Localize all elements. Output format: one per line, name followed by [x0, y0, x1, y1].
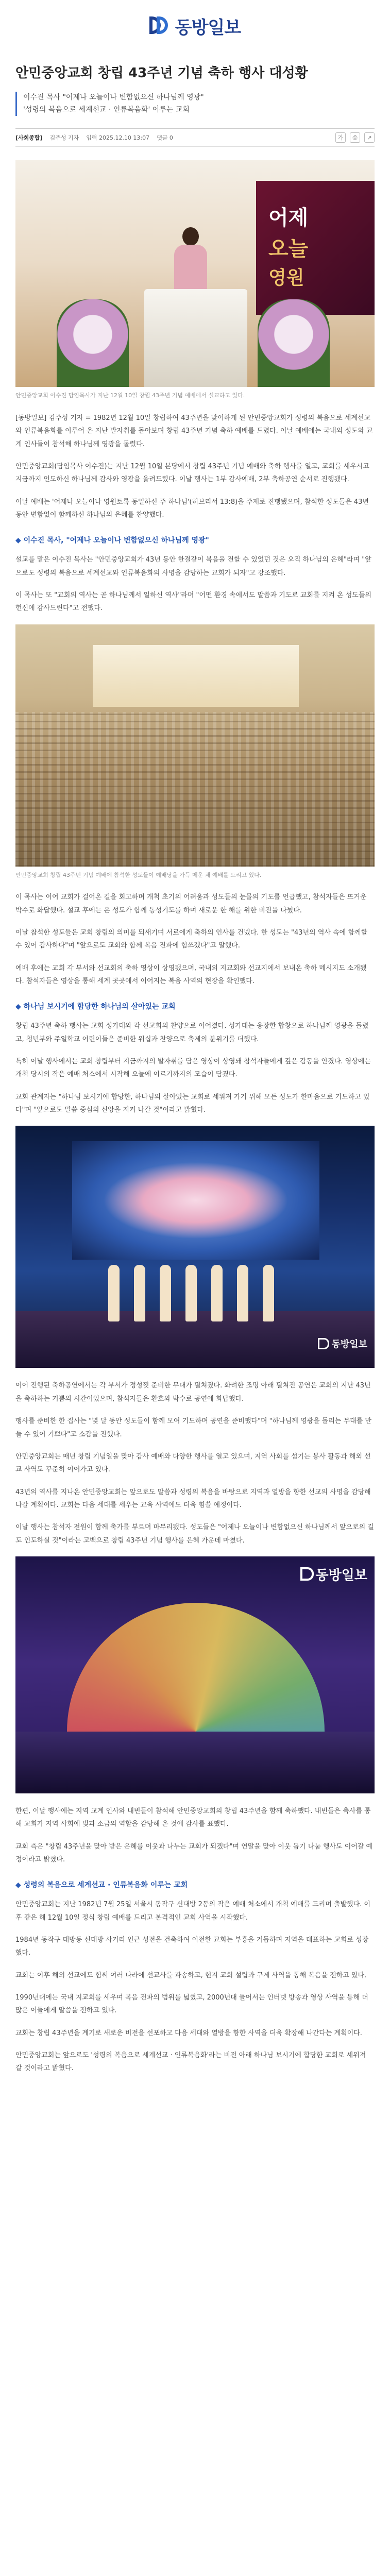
screen-text: 어제 — [268, 206, 309, 230]
stage-screen — [256, 181, 375, 315]
congregation-rows — [15, 712, 375, 867]
article-paragraph: 교회 관계자는 "하나님 보시기에 합당한, 하나님의 살아있는 교회로 세워져 가기 위해 모든 성도가 한마음으로 기도하고 있다"며 "앞으로도 말씀 중심의 신앙을 지켜 나갈 것"이라고 밝혔다. — [15, 1093, 370, 1114]
article-headline: 안민중앙교회 창립 43주년 기념 축하 행사 대성황 — [15, 65, 308, 81]
print-icon[interactable]: ⎙ — [350, 132, 360, 143]
performers — [103, 1255, 289, 1327]
article-paragraph: 이 목사는 이어 교회가 걸어온 길을 회고하며 개척 초기의 어려움과 성도들의 눈물의 기도를 언급했고, 참석자들은 뜨거운 박수로 화답했다. 설교 후에는 온 성도가 함께 통성기도를 하며 새로운 한 해를 위한 비전을 나눴다. — [15, 893, 367, 914]
logo-icon[interactable] — [149, 15, 170, 36]
watermark-text: 동방일보 — [331, 1339, 367, 1350]
article-paragraph: 교회 측은 "창립 43주년을 맞아 받은 은혜를 이웃과 나누는 교회가 되겠다"며 연말을 맞아 이웃 돕기 나눔 행사도 이어갈 예정이라고 밝혔다. — [15, 1842, 373, 1863]
photo-watermark — [300, 1565, 367, 1584]
article-paragraph: 1990년대에는 국내 지교회를 세우며 복음 전파의 범위를 넓혔고, 2000년대 들어서는 인터넷 방송과 영상 사역을 통해 더 많은 이들에게 말씀을 전하고 있다. — [15, 1994, 368, 2015]
article-paragraph: 특히 이날 행사에서는 교회 창립부터 지금까지의 발자취를 담은 영상이 상영돼 참석자들에게 깊은 감동을 안겼다. 영상에는 개척 당시의 작은 예배 처소에서 시작해 오늘에 이르기까지의 모습이 담겼다. — [15, 1058, 371, 1079]
sanctuary-stage — [93, 645, 299, 707]
article-paragraph: 교회는 이후 해외 선교에도 힘써 여러 나라에 선교사를 파송하고, 현지 교회 설립과 구제 사역을 통해 복음을 전하고 있다. — [15, 1971, 367, 1979]
site-logo-text[interactable]: 동방일보 — [175, 17, 241, 38]
article-paragraph: 안민중앙교회는 매년 창립 기념일을 맞아 감사 예배와 다양한 행사를 열고 있으며, 지역 사회를 섬기는 봉사 활동과 해외 선교 사역도 꾸준히 이어가고 있다. — [15, 1452, 371, 1474]
article-paragraph: 설교를 맡은 이수진 목사는 "안민중앙교회가 43년 동안 한결같이 복음을 전할 수 있었던 것은 오직 하나님의 은혜"라며 "앞으로도 성령의 복음으로 세계선교와 인류복음화의 사명을 감당하는 교회가 되자"고 강조했다. — [15, 556, 371, 577]
article-paragraph: 이어 진행된 축하공연에서는 각 부서가 정성껏 준비한 무대가 펼쳐졌다. 화려한 조명 아래 펼쳐진 공연은 교회의 지난 43년을 축하하는 기쁨의 시간이었으며, 참석자들은 환호와 박수로 공연에 화답했다. — [15, 1382, 371, 1403]
article-paragraph: 1984년 동작구 대방동 신대방 사거리 인근 성전을 건축하여 이전한 교회는 부흥을 거듭하며 지역을 대표하는 교회로 성장했다. — [15, 1936, 369, 1957]
share-icon[interactable]: ↗ — [364, 132, 375, 143]
photo-caption: 안민중앙교회 이수진 담임목사가 지난 12월 10일 창립 43주년 기념 예배에서 설교하고 있다. — [15, 392, 245, 399]
article-paragraph: 이 목사는 또 "교회의 역사는 곧 하나님께서 일하신 역사"라며 "어떤 환경 속에서도 말씀과 기도로 교회를 지켜 온 성도들의 헌신에 감사드린다"고 전했다. — [15, 591, 371, 613]
section-heading-text: 이수진 목사, "어제나 오늘이나 변함없으신 하나님께 영광" — [23, 536, 209, 545]
flower-arrangement — [258, 299, 330, 387]
article — [0, 65, 390, 2075]
article-paragraph: 예배 후에는 교회 각 부서와 선교회의 축하 영상이 상영됐으며, 국내외 지교회와 선교지에서 보내온 축하 메시지도 소개됐다. 참석자들은 영상을 통해 세계 곳곳에서 이어지는 복음 사역의 현장을 확인했다. — [15, 964, 367, 986]
article-date: 입력 2025.12.10 13:07 — [86, 134, 150, 142]
article-paragraph: 교회는 창립 43주년을 계기로 새로운 비전을 선포하고 다음 세대와 열방을 향한 사역을 더욱 확장해 나간다는 계획이다. — [15, 2029, 362, 2037]
article-paragraph: 이날 예배는 '어제나 오늘이나 영원토록 동일하신 주 하나님'(히브리서 13:8)을 주제로 진행됐으며, 참석한 성도들은 43년 동안 변함없이 함께하신 하나님의 은혜를 찬양했다. — [15, 498, 369, 519]
podium — [144, 289, 247, 387]
logo-icon — [300, 1567, 314, 1581]
logo-icon — [318, 1338, 329, 1349]
section-heading: ◆ 이수진 목사, "어제나 오늘이나 변함없으신 하나님께 영광" — [15, 536, 209, 545]
stage-screen — [72, 1141, 319, 1260]
subtitle-line: 이수진 목사 "어제나 오늘이나 변함없으신 하나님께 영광" — [23, 93, 204, 101]
section-heading: ◆ 성령의 복음으로 세계선교 · 인류복음화 이루는 교회 — [15, 1881, 188, 1890]
article-photo-performance — [15, 1556, 375, 1793]
site-header — [0, 0, 390, 52]
article-paragraph: 안민중앙교회는 지난 1982년 7월 25일 서울시 동작구 신대방 2동의 작은 예배 처소에서 개척 예배를 드리며 출발했다. 이후 같은 해 12월 10일 정식 창립 예배를 드리고 본격적인 교회 사역을 시작했다. — [15, 1901, 370, 1922]
article-paragraph: [동방일보] 김주성 기자 = 1982년 12월 10일 창립하여 43주년을 맞이하게 된 안민중앙교회가 성령의 복음으로 세계선교와 인류복음화를 이루어 온 지난 발자취를 돌아보며 창립 43주년 기념 축하 예배를 드렸다. 이날 예배에는 국내외 성도와 교계 인사들이 참석해 하나님께 영광을 돌렸다. — [15, 414, 373, 448]
photo-watermark — [318, 1337, 367, 1350]
flower-arrangement — [57, 299, 129, 387]
article-paragraph: 이날 참석한 성도들은 교회 창립의 의미를 되새기며 서로에게 축하의 인사를 건넸다. 한 성도는 "43년의 역사 속에 함께할 수 있어 감사하다"며 "앞으로도 교회와 함께 복음 전파에 힘쓰겠다"고 말했다. — [15, 929, 367, 950]
article-photo-sermon — [15, 160, 375, 387]
watermark-text: 동방일보 — [315, 1567, 367, 1583]
screen-text: 오늘 — [268, 237, 309, 261]
article-paragraph: 43년의 역사를 지나온 안민중앙교회는 앞으로도 말씀과 성령의 복음을 바탕으로 지역과 열방을 향한 선교의 사명을 감당해 나갈 계획이다. 교회는 다음 세대를 세우는 교육 사역에도 더욱 힘쓸 예정이다. — [15, 1488, 371, 1509]
article-paragraph: 창립 43주년 축하 행사는 교회 성가대와 각 선교회의 찬양으로 이어졌다. 성가대는 웅장한 합창으로 하나님께 영광을 돌렸고, 청년부와 주일학교 어린이들은 준비한 워십과 찬양으로 축제의 분위기를 더했다. — [15, 1022, 369, 1043]
subtitle-line: '성령의 복음으로 세계선교 · 인류복음화' 이루는 교회 — [23, 105, 190, 114]
screen-text: 영원 — [268, 267, 304, 289]
article-paragraph: 한편, 이날 행사에는 지역 교계 인사와 내빈들이 참석해 안민중앙교회의 창립 43주년을 함께 축하했다. 내빈들은 축사를 통해 교회가 지역 사회에 빛과 소금의 역할을 감당해 온 것에 감사를 표했다. — [15, 1807, 371, 1828]
section-heading: ◆ 하나님 보시기에 합당한 하나님의 살아있는 교회 — [15, 1003, 176, 1011]
section-heading-text: 성령의 복음으로 세계선교 · 인류복음화 이루는 교회 — [23, 1881, 188, 1890]
article-subtitle — [15, 92, 375, 116]
photo-caption: 안민중앙교회 창립 43주년 기념 예배에 참석한 성도들이 예배당을 가득 메운 채 예배를 드리고 있다. — [15, 871, 262, 878]
section-heading-text: 하나님 보시기에 합당한 하나님의 살아있는 교회 — [23, 1003, 176, 1011]
article-paragraph: 안민중앙교회(담임목사 이수진)는 지난 12월 10일 본당에서 창립 43주년 기념 예배와 축하 행사를 열고, 교회를 세우시고 지금까지 인도하신 하나님께 감사와 영광을 올려드렸다. 이날 행사는 1부 감사예배, 2부 축하공연 순서로 진행됐다. — [15, 463, 369, 484]
article-photo-ceremony — [15, 1126, 375, 1368]
article-photo-congregation — [15, 624, 375, 867]
font-size-icon[interactable]: 가 — [335, 132, 346, 143]
fan-dance-formation — [67, 1603, 325, 1732]
article-paragraph: 이날 행사는 참석자 전원이 함께 축가를 부르며 마무리됐다. 성도들은 "어제나 오늘이나 변함없으신 하나님께서 앞으로의 길도 인도하실 것"이라는 고백으로 창립 43주년 기념 행사를 은혜 가운데 마쳤다. — [15, 1523, 374, 1545]
comment-count[interactable]: 댓글 0 — [157, 134, 173, 142]
article-paragraph: 행사를 준비한 한 집사는 "몇 달 동안 성도들이 함께 모여 기도하며 공연을 준비했다"며 "하나님께 영광을 돌리는 무대를 만들 수 있어 기쁘다"고 소감을 전했다. — [15, 1417, 371, 1438]
meta-bar — [15, 128, 375, 147]
article-author: 김주성 기자 — [49, 134, 79, 142]
stage-floor — [15, 1732, 375, 1793]
article-paragraph: 안민중앙교회는 앞으로도 '성령의 복음으로 세계선교 · 인류복음화'라는 비전 아래 하나님 보시기에 합당한 교회로 세워져 갈 것이라고 밝혔다. — [15, 2052, 366, 2073]
article-category[interactable]: [사회종합] — [15, 134, 43, 142]
